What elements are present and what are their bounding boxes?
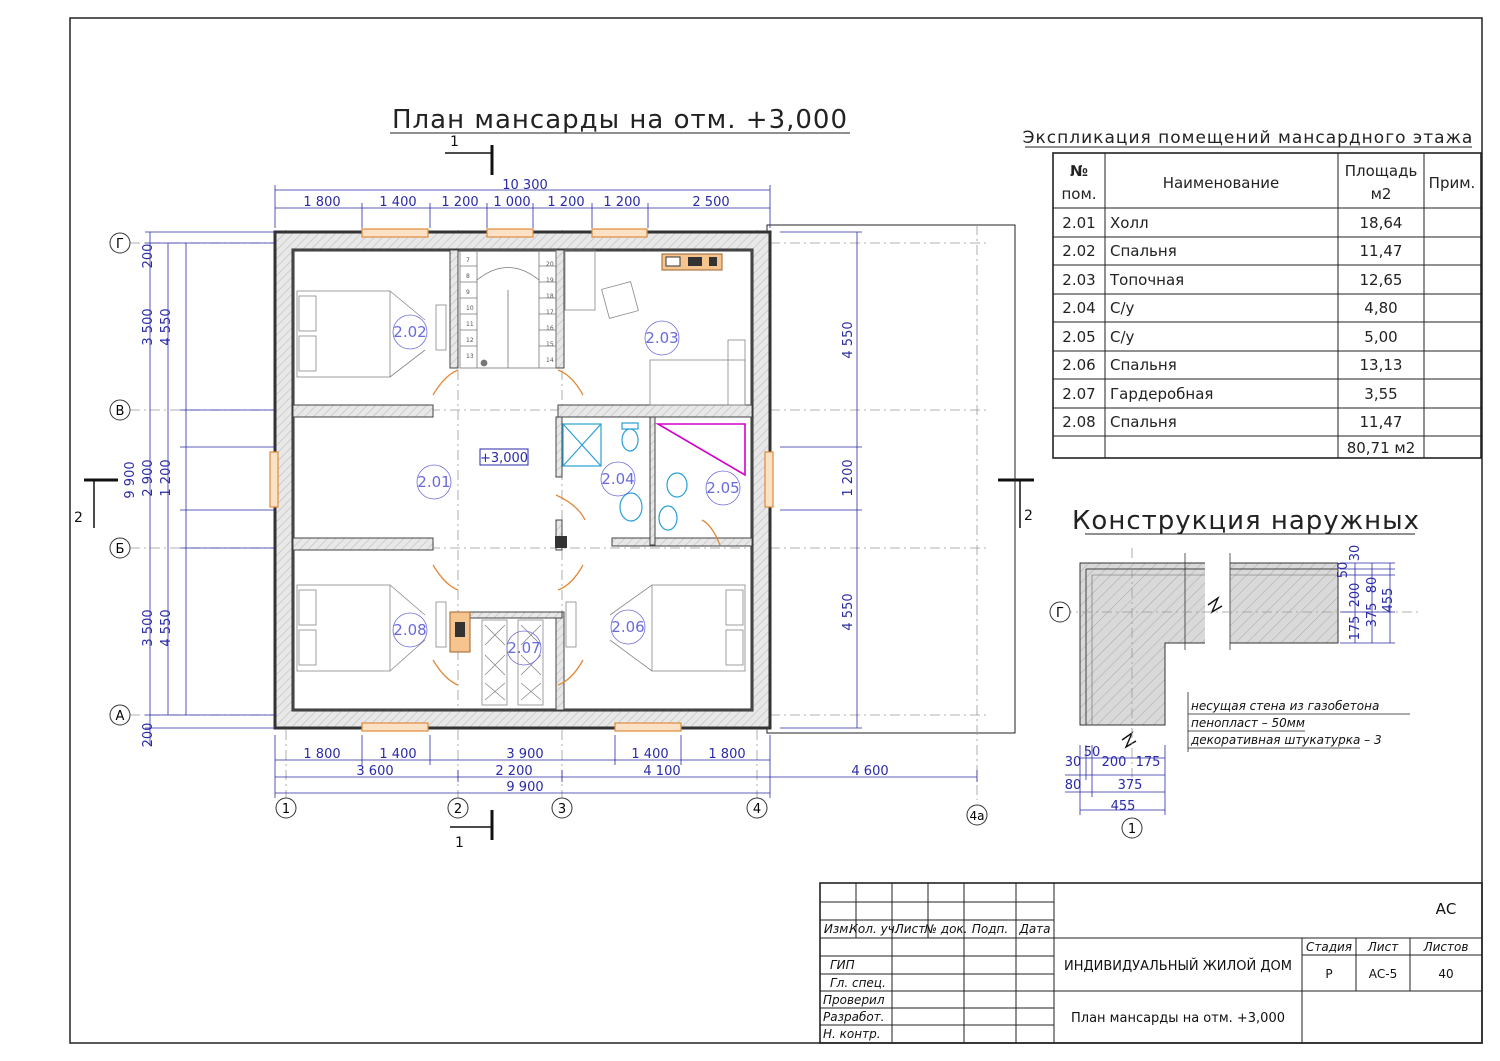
svg-text:Топочная: Топочная [1110, 271, 1185, 289]
table-row [1062, 356, 1402, 374]
stamp-code: АС [1435, 900, 1457, 918]
title-block [820, 883, 1482, 1043]
svg-text:1 200: 1 200 [603, 195, 641, 210]
stair-step-number: 19 [546, 277, 554, 284]
stair-step-number: 12 [466, 337, 474, 344]
col-num-header: № [1069, 162, 1089, 180]
room-tag-2.08 [393, 613, 427, 647]
svg-text:Изм.: Изм. [823, 922, 853, 936]
svg-text:Г: Г [116, 237, 124, 252]
dim-top-total: 10 300 [502, 178, 548, 193]
svg-text:1 200: 1 200 [841, 459, 856, 497]
svg-text:1: 1 [281, 802, 291, 817]
svg-text:1 400: 1 400 [379, 747, 417, 762]
stair-step-number: 9 [466, 289, 470, 296]
svg-text:1 400: 1 400 [631, 747, 669, 762]
svg-text:1 200: 1 200 [159, 459, 174, 497]
svg-text:80: 80 [1064, 778, 1082, 793]
svg-text:18,64: 18,64 [1359, 214, 1403, 232]
svg-text:1: 1 [1127, 822, 1137, 837]
svg-text:455: 455 [1381, 587, 1396, 613]
explication-total: 80,71 м2 [1346, 439, 1416, 457]
svg-text:2.04: 2.04 [1062, 299, 1096, 317]
bathtub [658, 424, 745, 475]
dims-left [123, 244, 174, 748]
col-area-header: Площадь [1344, 162, 1418, 180]
column [555, 536, 567, 548]
svg-text:2.06: 2.06 [1062, 356, 1096, 374]
svg-text:2 900: 2 900 [141, 459, 156, 497]
furniture [297, 250, 745, 705]
stair-step-number: 14 [546, 357, 554, 364]
svg-text:30: 30 [1064, 755, 1082, 770]
svg-text:11,47: 11,47 [1359, 242, 1403, 260]
svg-text:4,80: 4,80 [1364, 299, 1398, 317]
room-tag-2.03 [645, 321, 679, 355]
section-mark-1-top [445, 134, 492, 175]
svg-text:Спальня: Спальня [1110, 356, 1177, 374]
svg-text:12,65: 12,65 [1359, 271, 1403, 289]
svg-text:13,13: 13,13 [1359, 356, 1403, 374]
svg-text:2: 2 [453, 802, 463, 817]
svg-text:пенопласт – 50мм: пенопласт – 50мм [1191, 716, 1305, 730]
svg-text:1: 1 [450, 134, 459, 150]
svg-text:2.07: 2.07 [507, 639, 541, 657]
svg-text:Р: Р [1325, 967, 1333, 981]
svg-text:80: 80 [1365, 576, 1380, 594]
svg-text:2: 2 [74, 510, 83, 526]
room-tag-2.02 [393, 315, 427, 349]
svg-text:2.05: 2.05 [1062, 328, 1096, 346]
axis-bubbles-numbers [276, 798, 987, 825]
stamp-project: ИНДИВИДУАЛЬНЫЙ ЖИЛОЙ ДОМ [1064, 959, 1292, 974]
stair-step-number: 20 [546, 261, 554, 268]
stair-step-number: 8 [466, 273, 470, 280]
svg-text:50: 50 [1336, 561, 1351, 579]
svg-text:пом.: пом. [1061, 185, 1097, 203]
svg-text:2 200: 2 200 [495, 764, 533, 779]
svg-text:1 000: 1 000 [493, 195, 531, 210]
stair-step-number: 16 [546, 325, 554, 332]
svg-text:4 100: 4 100 [643, 764, 681, 779]
svg-text:Листов: Листов [1423, 940, 1469, 954]
room-tag-2.04 [601, 462, 635, 496]
svg-text:2 500: 2 500 [692, 195, 730, 210]
stair-step-number: 10 [466, 305, 474, 312]
svg-text:4 550: 4 550 [841, 321, 856, 359]
table-row [1062, 328, 1397, 346]
svg-text:Лист: Лист [894, 922, 926, 936]
svg-text:1 400: 1 400 [379, 195, 417, 210]
svg-text:3: 3 [557, 802, 567, 817]
svg-text:1 800: 1 800 [708, 747, 746, 762]
table-row [1062, 271, 1402, 289]
svg-text:2.01: 2.01 [1062, 214, 1096, 232]
svg-text:3 500: 3 500 [141, 609, 156, 647]
svg-text:Г: Г [1056, 606, 1064, 621]
svg-text:2: 2 [1024, 508, 1033, 524]
stair-step-number: 18 [546, 293, 554, 300]
svg-text:3,55: 3,55 [1364, 385, 1398, 403]
svg-text:декоративная штукатурка – 3: декоративная штукатурка – 3 [1191, 733, 1382, 747]
svg-text:Спальня: Спальня [1110, 242, 1177, 260]
svg-text:+3,000: +3,000 [479, 451, 529, 466]
svg-text:ГИП: ГИП [830, 958, 855, 972]
svg-text:Проверил: Проверил [823, 993, 885, 1007]
svg-text:1: 1 [455, 835, 464, 851]
svg-text:несущая стена из газобетона: несущая стена из газобетона [1191, 699, 1380, 713]
svg-text:Спальня: Спальня [1110, 413, 1177, 431]
svg-text:4 600: 4 600 [851, 764, 889, 779]
level-mark [480, 449, 528, 466]
svg-text:№ док.: № док. [924, 922, 968, 936]
col-note-header: Прим. [1428, 174, 1476, 192]
svg-text:1 800: 1 800 [303, 195, 341, 210]
svg-text:455: 455 [1110, 799, 1136, 814]
stair-step-number: 15 [546, 341, 554, 348]
svg-text:2.03: 2.03 [1062, 271, 1096, 289]
svg-text:4 550: 4 550 [841, 593, 856, 631]
svg-text:375: 375 [1365, 602, 1380, 628]
svg-text:30: 30 [1348, 544, 1363, 562]
svg-text:1 800: 1 800 [303, 747, 341, 762]
section-mark-2-left [74, 480, 118, 528]
svg-text:Разработ.: Разработ. [823, 1010, 885, 1024]
table-row [1062, 242, 1402, 260]
construction-title: Конструкция наружных [1071, 506, 1421, 536]
svg-text:В: В [115, 404, 125, 419]
svg-text:Б: Б [115, 542, 125, 557]
svg-text:Подп.: Подп. [971, 922, 1009, 936]
svg-text:50: 50 [1083, 745, 1101, 760]
explication-title: Экспликация помещений мансардного этажа [1022, 128, 1474, 148]
construction-detail [1050, 545, 1420, 838]
dim-bottom-total: 9 900 [506, 780, 544, 795]
svg-text:Кол. уч.: Кол. уч. [849, 922, 899, 936]
svg-text:2.04: 2.04 [601, 470, 635, 488]
stair-step-number: 7 [466, 257, 470, 264]
table-row [1062, 214, 1402, 232]
svg-text:2.03: 2.03 [645, 329, 679, 347]
svg-text:375: 375 [1117, 778, 1143, 793]
svg-text:1 200: 1 200 [547, 195, 585, 210]
room-tag-2.05 [706, 471, 740, 505]
svg-text:11,47: 11,47 [1359, 413, 1403, 431]
room-tag-2.07 [507, 631, 541, 665]
stair-step-numbers [466, 257, 554, 364]
stair [460, 250, 556, 368]
svg-text:200: 200 [141, 243, 156, 269]
svg-text:А: А [115, 709, 125, 724]
svg-text:2.05: 2.05 [706, 479, 740, 497]
svg-text:3 900: 3 900 [506, 747, 544, 762]
svg-text:2.01: 2.01 [417, 473, 451, 491]
stamp-sheet-title: План мансарды на отм. +3,000 [1070, 1011, 1286, 1026]
svg-text:2.08: 2.08 [393, 621, 427, 639]
section-mark-2-right [998, 480, 1034, 528]
svg-text:С/у: С/у [1110, 299, 1135, 317]
svg-text:2.06: 2.06 [611, 618, 645, 636]
svg-text:4а: 4а [969, 809, 985, 823]
svg-text:Лист: Лист [1367, 940, 1399, 954]
svg-text:9 900: 9 900 [123, 461, 138, 499]
svg-text:4 550: 4 550 [159, 308, 174, 346]
svg-text:1 200: 1 200 [441, 195, 479, 210]
svg-text:5,00: 5,00 [1364, 328, 1398, 346]
svg-text:40: 40 [1438, 967, 1454, 981]
plan-title: План мансарды на отм. +3,000 [391, 105, 849, 135]
svg-text:С/у: С/у [1110, 328, 1135, 346]
explication-table [1053, 153, 1481, 458]
svg-text:2.02: 2.02 [393, 323, 427, 341]
svg-text:м2: м2 [1370, 185, 1392, 203]
table-row [1062, 299, 1397, 317]
svg-text:Н. контр.: Н. контр. [823, 1027, 881, 1041]
svg-text:175: 175 [1135, 755, 1161, 770]
svg-text:200: 200 [1101, 755, 1127, 770]
svg-text:2.02: 2.02 [1062, 242, 1096, 260]
svg-text:200: 200 [1348, 582, 1363, 608]
table-row [1062, 413, 1402, 431]
svg-text:3 500: 3 500 [141, 308, 156, 346]
svg-text:2.07: 2.07 [1062, 385, 1096, 403]
svg-text:Холл: Холл [1110, 214, 1149, 232]
dims-right [841, 321, 856, 630]
svg-text:Дата: Дата [1019, 922, 1051, 936]
svg-text:3 600: 3 600 [356, 764, 394, 779]
svg-text:175: 175 [1348, 615, 1363, 641]
svg-text:Гл. спец.: Гл. спец. [830, 976, 886, 990]
room-tags [393, 315, 740, 665]
stair-step-number: 17 [546, 309, 554, 316]
svg-text:4 550: 4 550 [159, 609, 174, 647]
svg-text:200: 200 [141, 722, 156, 748]
svg-text:Гардеробная: Гардеробная [1110, 385, 1214, 403]
room-tag-2.06 [611, 610, 645, 644]
svg-text:Стадия: Стадия [1305, 940, 1353, 954]
terrace-outline [767, 225, 1015, 733]
table-row [1062, 385, 1397, 403]
room-tag-2.01 [417, 465, 451, 499]
svg-text:4: 4 [752, 802, 762, 817]
col-name-header: Наименование [1162, 174, 1280, 192]
stair-step-number: 11 [466, 321, 474, 328]
svg-text:2.08: 2.08 [1062, 413, 1096, 431]
svg-text:АС-5: АС-5 [1368, 967, 1398, 981]
stair-step-number: 13 [466, 353, 474, 360]
